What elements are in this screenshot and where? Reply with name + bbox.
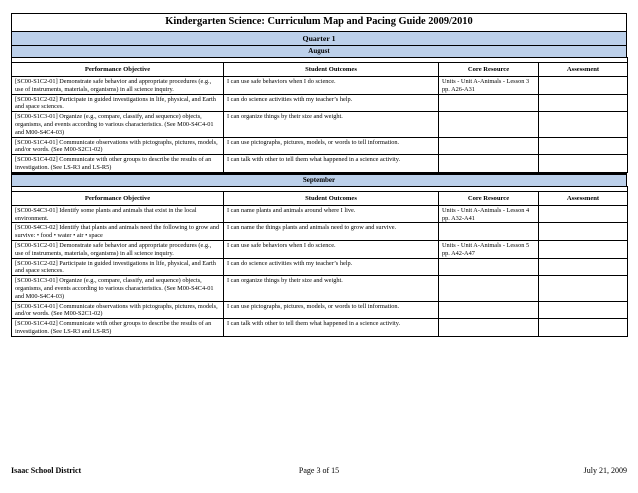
table-row — [12, 205, 628, 223]
table-row — [12, 155, 628, 173]
column-header: Student Outcomes — [224, 63, 439, 77]
objective-cell: [SC00-S1C4-01] Communicate observations with pictographs, pictures, models, and/or words. (See M00-S2C1-02) — [12, 137, 224, 155]
outcome-cell: I can do science activities with my teacher’s help. — [224, 258, 439, 276]
assessment-cell — [539, 205, 628, 223]
assessment-cell — [539, 223, 628, 241]
objective-cell: [SC00-S1C3-01] Organize (e.g., compare, classify, and sequence) objects, organisms, and events according to various characteristics. (See M00-S4C4-01 and M00-S4C4-03) — [12, 112, 224, 137]
table-row — [12, 319, 628, 337]
assessment-cell — [539, 94, 628, 112]
column-header: Student Outcomes — [224, 191, 439, 205]
resource-cell — [439, 258, 539, 276]
table-row — [12, 301, 628, 319]
table-row — [12, 94, 628, 112]
august-table — [11, 57, 628, 173]
outcome-cell: I can use pictographs, pictures, models, or words to tell information. — [224, 301, 439, 319]
month-heading-august: August — [11, 45, 627, 57]
assessment-cell — [539, 319, 628, 337]
column-header: Performance Objective — [12, 191, 224, 205]
resource-cell: Units - Unit A-Animals - Lesson 4 pp. A32-A41 — [439, 205, 539, 223]
page-footer — [11, 465, 627, 477]
resource-cell — [439, 301, 539, 319]
objective-cell: [SC00-S1C2-02] Participate in guided investigations in life, physical, and Earth and space sciences. — [12, 258, 224, 276]
column-header: Assessment — [539, 191, 628, 205]
column-header: Core Resource — [439, 191, 539, 205]
outcome-cell: I can talk with other to tell them what happened in a science activity. — [224, 319, 439, 337]
resource-cell: Units - Unit A-Animals - Lesson 5 pp. A42-A47 — [439, 240, 539, 258]
objective-cell: [SC00-S1C4-01] Communicate observations with pictographs, pictures, models, and/or words. (See M00-S2C1-02) — [12, 301, 224, 319]
objective-cell: [SC00-S1C4-02] Communicate with other groups to describe the results of an investigation. (See LS-R3 and LS-R5) — [12, 155, 224, 173]
assessment-cell — [539, 77, 628, 95]
footer-date: July 21, 2009 — [583, 466, 627, 475]
curriculum-sheet — [11, 13, 627, 337]
column-header-row — [12, 63, 628, 77]
column-header: Core Resource — [439, 63, 539, 77]
outcome-cell: I can organize things by their size and weight. — [224, 276, 439, 301]
footer-page-number: Page 3 of 15 — [298, 466, 340, 475]
resource-cell — [439, 276, 539, 301]
resource-cell — [439, 94, 539, 112]
table-row — [12, 223, 628, 241]
objective-cell: [SC00-S1C2-01] Demonstrate safe behavior and appropriate procedures (e.g., use of instruments, materials, organisms) in all science inquiry. — [12, 240, 224, 258]
assessment-cell — [539, 276, 628, 301]
outcome-cell: I can do science activities with my teacher’s help. — [224, 94, 439, 112]
month-heading-september: September — [11, 173, 627, 186]
assessment-cell — [539, 301, 628, 319]
table-row — [12, 276, 628, 301]
assessment-cell — [539, 137, 628, 155]
objective-cell: [SC00-S1C4-02] Communicate with other groups to describe the results of an investigation. (See LS-R3 and LS-R5) — [12, 319, 224, 337]
outcome-cell: I can talk with other to tell them what happened in a science activity. — [224, 155, 439, 173]
footer-district: Isaac School District — [11, 466, 82, 475]
objective-cell: [SC00-S1C2-02] Participate in guided investigations in life, physical, and Earth and space sciences. — [12, 94, 224, 112]
outcome-cell: I can name the things plants and animals need to grow and survive. — [224, 223, 439, 241]
table-row — [12, 137, 628, 155]
assessment-cell — [539, 240, 628, 258]
assessment-cell — [539, 258, 628, 276]
outcome-cell: I can use safe behaviors when I do science. — [224, 77, 439, 95]
outcome-cell: I can name plants and animals around where I live. — [224, 205, 439, 223]
table-row — [12, 112, 628, 137]
resource-cell — [439, 137, 539, 155]
objective-cell: [SC00-S1C3-01] Organize (e.g., compare, classify, and sequence) objects, organisms, and events according to various characteristics. (See M00-S4C4-01 and M00-S4C4-03) — [12, 276, 224, 301]
column-header: Performance Objective — [12, 63, 224, 77]
outcome-cell: I can organize things by their size and weight. — [224, 112, 439, 137]
resource-cell — [439, 319, 539, 337]
objective-cell: [SC00-S4C3-02] Identify that plants and animals need the following to grow and survive: • food • water • air • space — [12, 223, 224, 241]
september-table — [11, 186, 628, 337]
objective-cell: [SC00-S4C3-01] Identify some plants and animals that exist in the local environment. — [12, 205, 224, 223]
resource-cell — [439, 155, 539, 173]
resource-cell — [439, 223, 539, 241]
outcome-cell: I can use safe behaviors when I do science. — [224, 240, 439, 258]
table-row — [12, 240, 628, 258]
column-header: Assessment — [539, 63, 628, 77]
quarter-heading: Quarter 1 — [11, 31, 627, 45]
table-row — [12, 258, 628, 276]
resource-cell: Units - Unit A-Animals - Lesson 3 pp. A26-A31 — [439, 77, 539, 95]
column-header-row — [12, 191, 628, 205]
assessment-cell — [539, 112, 628, 137]
assessment-cell — [539, 155, 628, 173]
resource-cell — [439, 112, 539, 137]
objective-cell: [SC00-S1C2-01] Demonstrate safe behavior and appropriate procedures (e.g., use of instruments, materials, organisms) in all science inquiry. — [12, 77, 224, 95]
table-row — [12, 77, 628, 95]
outcome-cell: I can use pictographs, pictures, models, or words to tell information. — [224, 137, 439, 155]
document-title: Kindergarten Science: Curriculum Map and Pacing Guide 2009/2010 — [11, 13, 627, 31]
